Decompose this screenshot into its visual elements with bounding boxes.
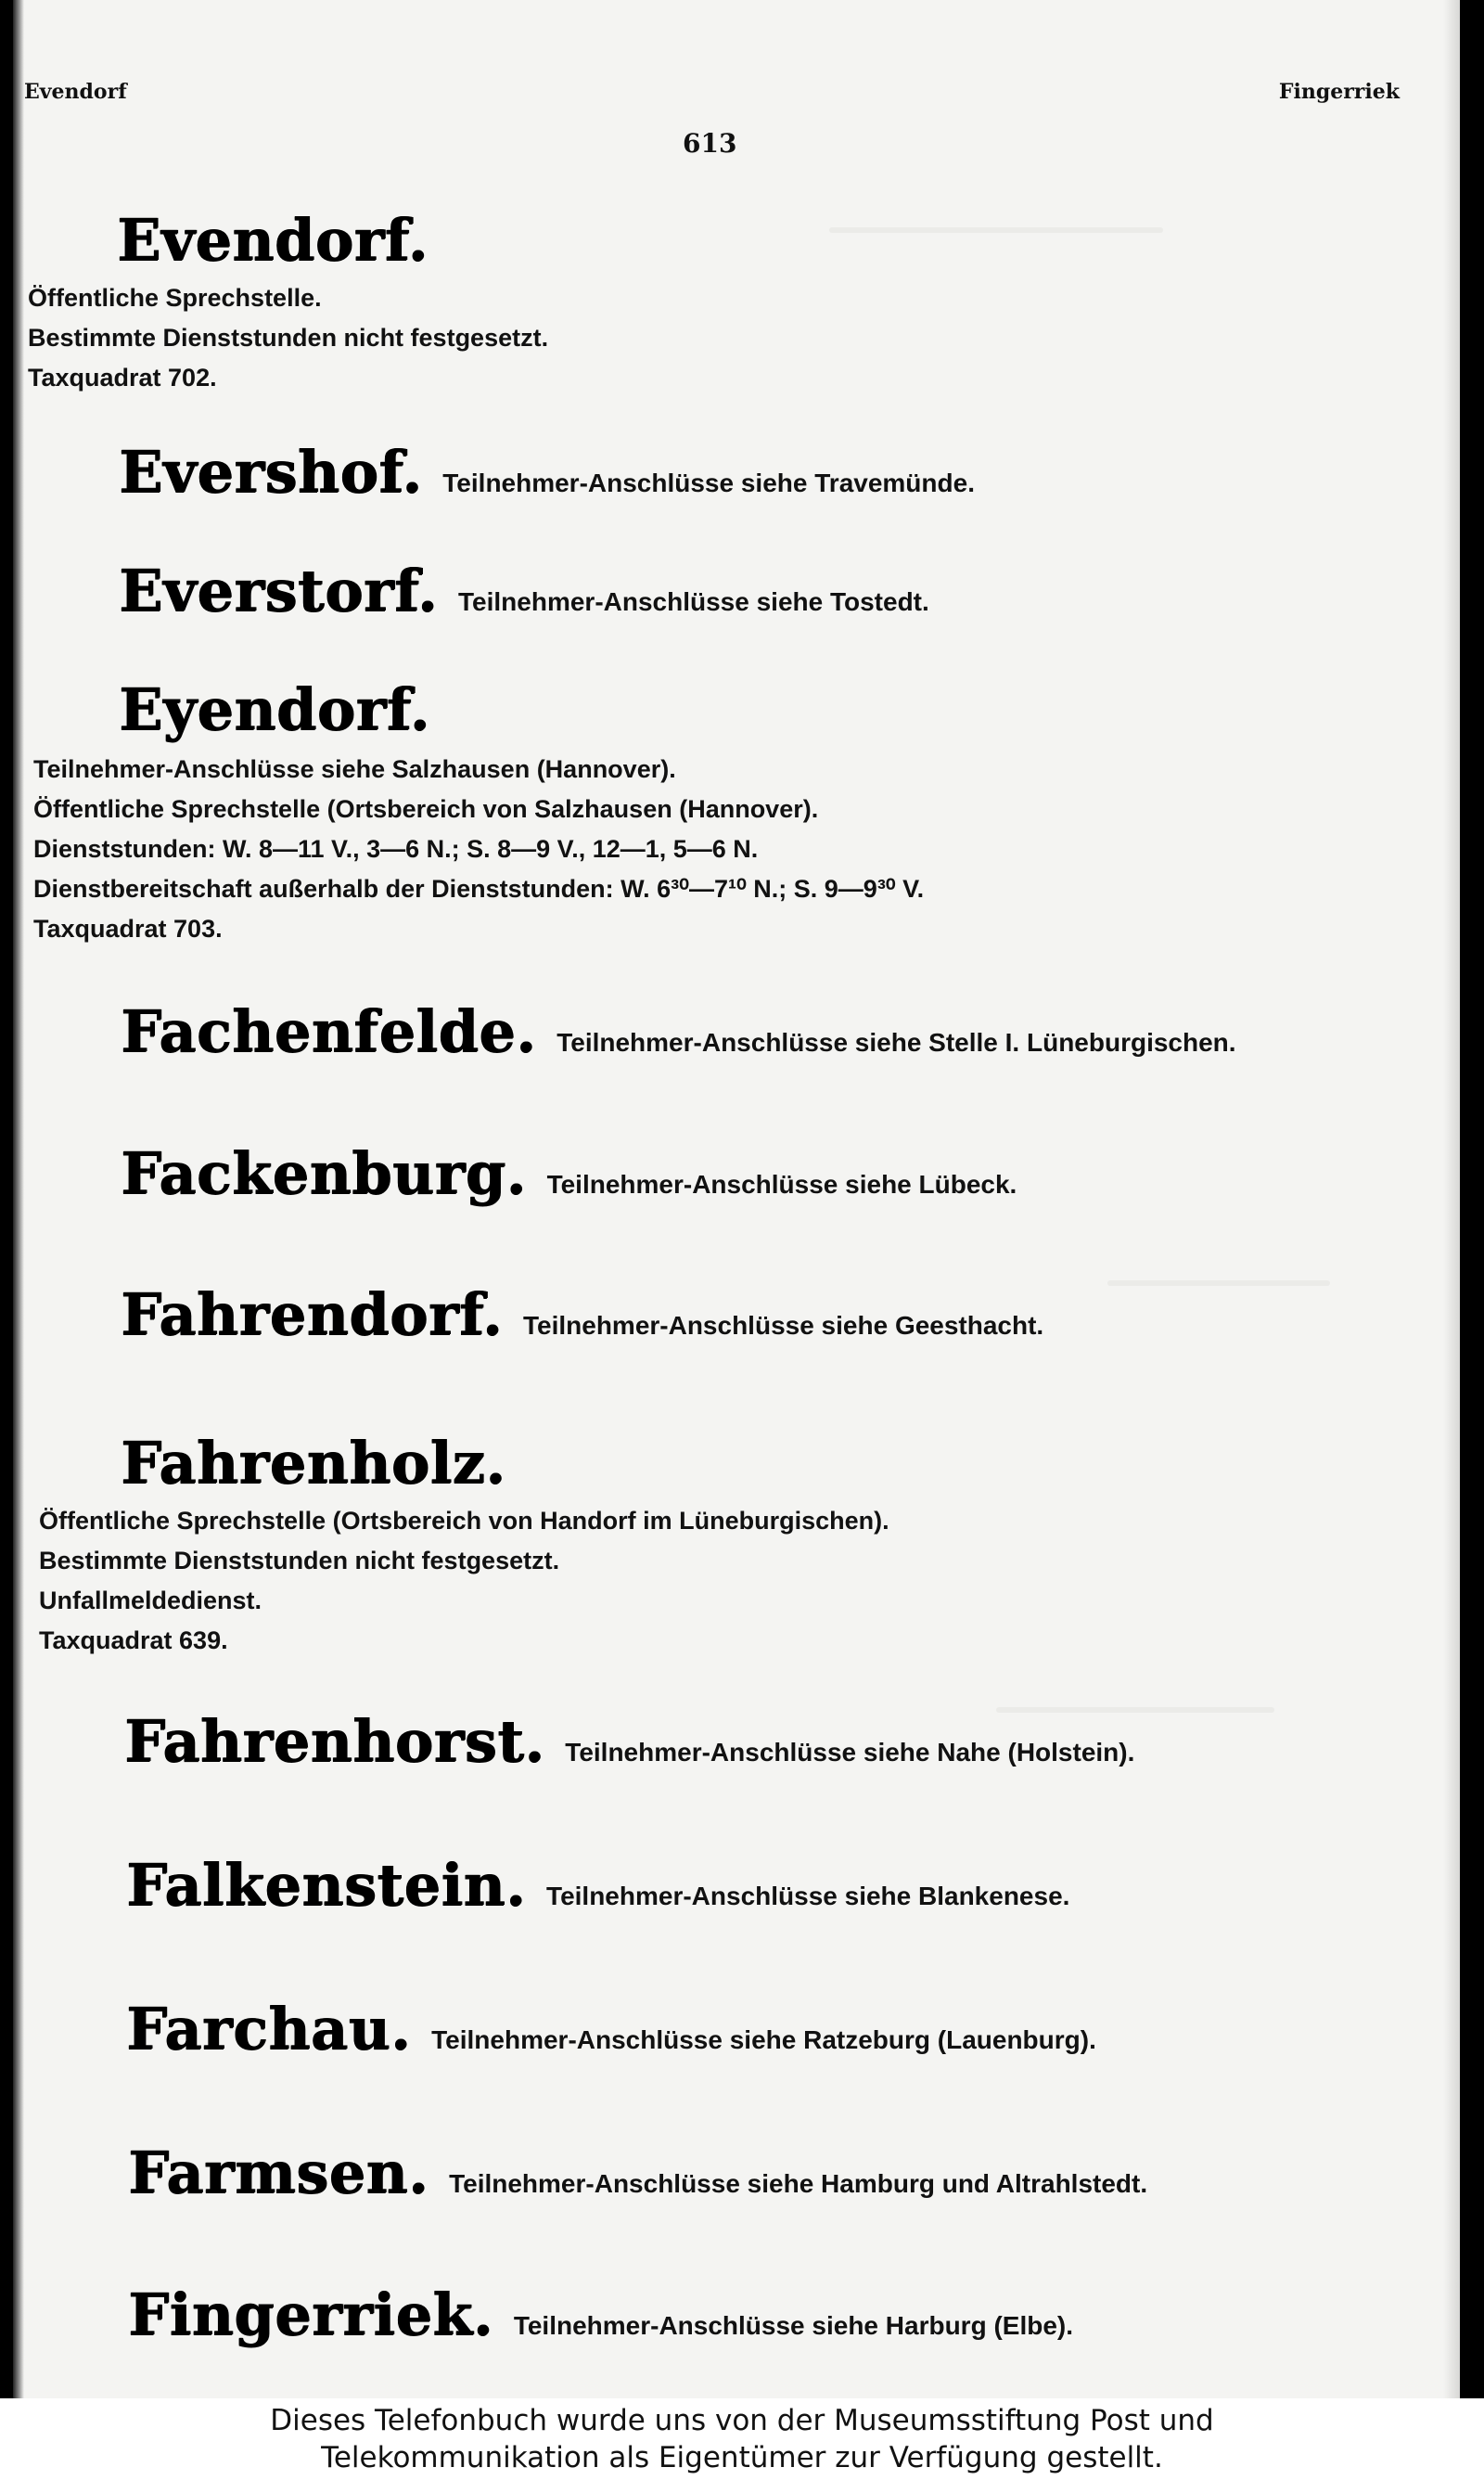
entry-reference: Teilnehmer-Anschlüsse siehe Nahe (Holstein).: [565, 1738, 1135, 1767]
entry-reference: Teilnehmer-Anschlüsse siehe Harburg (Elbe).: [513, 2311, 1074, 2340]
entry-eyendorf-details: [33, 750, 1425, 949]
entry-line: Dienststunden: W. 8—11 V., 3—6 N.; S. 8—9 V., 12—1, 5—6 N.: [33, 835, 759, 863]
entry-reference: Teilnehmer-Anschlüsse siehe Geesthacht.: [522, 1311, 1044, 1340]
entry-eyendorf: [119, 675, 1460, 743]
entry-title: Evershof.: [119, 438, 423, 506]
entry-title: Eyendorf.: [119, 675, 430, 743]
page-edge-mark: [1451, 1021, 1460, 1095]
entry-falkenstein: [126, 1851, 1460, 1919]
entry-line: Taxquadrat 702.: [28, 364, 217, 392]
footer-line-1: Dieses Telefonbuch wurde uns von der Museumsstiftung Post und: [270, 2404, 1214, 2437]
entry-title: Fahrendorf.: [121, 1280, 503, 1348]
entry-line: Unfallmeldedienst.: [39, 1587, 262, 1614]
entry-title: Fahrenhorst.: [124, 1707, 545, 1775]
entry-fahrenholz: [121, 1429, 1460, 1497]
entry-fackenburg: [121, 1139, 1460, 1207]
entry-title: Everstorf.: [119, 557, 439, 624]
entry-farchau: [126, 1995, 1460, 2062]
entry-line: Öffentliche Sprechstelle (Ortsbereich von Handorf im Lüneburgischen).: [39, 1507, 889, 1535]
entry-reference: Teilnehmer-Anschlüsse siehe Stelle I. Lüneburgischen.: [556, 1028, 1236, 1057]
entry-title: Evendorf.: [117, 206, 429, 274]
entry-reference: Teilnehmer-Anschlüsse siehe Blankenese.: [546, 1882, 1070, 1910]
entry-reference: Teilnehmer-Anschlüsse siehe Tostedt.: [458, 587, 929, 616]
entry-line: Bestimmte Dienststunden nicht festgesetzt.: [39, 1547, 560, 1574]
entry-line: Taxquadrat 639.: [39, 1626, 228, 1654]
entry-everstorf: [119, 557, 1460, 624]
page-number: 613: [683, 128, 737, 159]
entry-title: Fackenburg.: [121, 1139, 527, 1207]
entry-line: Dienstbereitschaft außerhalb der Dienststunden: W. 6³⁰—7¹⁰ N.; S. 9—9³⁰ V.: [33, 875, 925, 903]
attribution-footer: [0, 2398, 1484, 2480]
running-header-left: Evendorf: [24, 80, 127, 104]
entry-line: Taxquadrat 703.: [33, 915, 223, 943]
entry-evendorf: [117, 206, 1460, 274]
entry-reference: Teilnehmer-Anschlüsse siehe Travemünde.: [442, 469, 975, 497]
entry-line: Öffentliche Sprechstelle (Ortsbereich von Salzhausen (Hannover).: [33, 795, 819, 823]
entry-farmsen: [128, 2139, 1460, 2206]
entry-line: Öffentliche Sprechstelle.: [28, 284, 322, 312]
entry-title: Falkenstein.: [126, 1851, 527, 1919]
entry-fahrendorf: [121, 1280, 1460, 1348]
entry-reference: Teilnehmer-Anschlüsse siehe Lübeck.: [546, 1170, 1017, 1199]
entry-title: Fingerriek.: [128, 2281, 493, 2348]
entry-title: Fachenfelde.: [121, 997, 537, 1065]
entry-reference: Teilnehmer-Anschlüsse siehe Ratzeburg (Lauenburg).: [431, 2025, 1096, 2054]
footer-line-2: Telekommunikation als Eigentümer zur Verfügung gestellt.: [321, 2441, 1163, 2474]
entry-line: Bestimmte Dienststunden nicht festgesetzt.: [28, 324, 549, 352]
entry-line: Teilnehmer-Anschlüsse siehe Salzhausen (Hannover).: [33, 755, 676, 783]
entry-fahrenholz-details: [39, 1501, 1430, 1661]
entry-reference: Teilnehmer-Anschlüsse siehe Hamburg und Altrahlstedt.: [449, 2169, 1148, 2198]
entry-fingerriek: [128, 2281, 1460, 2348]
entry-title: Farchau.: [126, 1995, 412, 2062]
entry-fachenfelde: [121, 997, 1460, 1065]
entry-title: Fahrenholz.: [121, 1429, 506, 1497]
entry-title: Farmsen.: [128, 2139, 429, 2206]
entry-evershof: [119, 438, 1460, 506]
entry-fahrenhorst: [124, 1707, 1460, 1775]
scanned-page: [13, 0, 1460, 2398]
entry-evendorf-details: [28, 278, 1419, 398]
running-header-right: Fingerriek: [1278, 80, 1400, 104]
